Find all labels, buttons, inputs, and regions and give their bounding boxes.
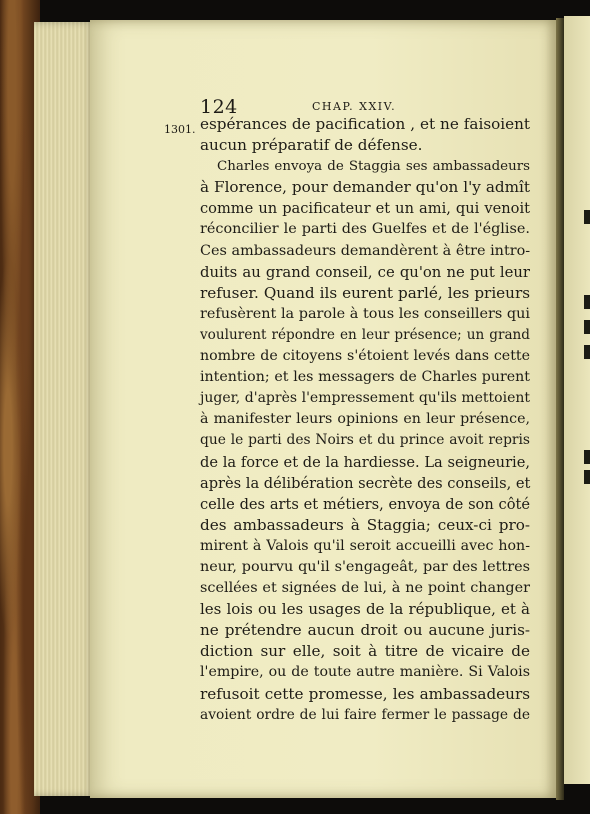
text-line: nombre de citoyens s'étoient levés dans cette [200, 348, 530, 365]
text-line: juger, d'après l'empressement qu'ils mettoient [200, 390, 530, 407]
text-line: intention; et les messagers de Charles purent [200, 369, 530, 386]
text-line: les lois ou les usages de la république, et à [200, 600, 530, 619]
text-line: réconcilier le parti des Guelfes et de l'église. [200, 221, 530, 238]
text-line: refuser. Quand ils eurent parlé, les prieurs [200, 283, 530, 302]
text-line: à Florence, pour demander qu'on l'y admît [200, 178, 530, 197]
margin-year-note: 1301. [164, 123, 196, 136]
text-line: mirent à Valois qu'il seroit accueilli avec hon- [200, 537, 530, 554]
page-number: 124 [200, 96, 238, 118]
page-edges [34, 22, 96, 796]
text-line: celle des arts et métiers, envoya de son côté [200, 495, 530, 513]
text-line: des ambassadeurs à Staggia; ceux-ci pro- [200, 515, 530, 534]
text-line: ne prétendre aucun droit ou aucune juris- [200, 621, 530, 640]
facing-page-text-fragment [584, 210, 590, 224]
text-line: après la délibération secrète des conseils, et [200, 474, 531, 492]
text-line: duits au grand conseil, ce qu'on ne put leur [200, 263, 530, 281]
text-line: refusoit cette promesse, les ambassadeurs [200, 684, 530, 703]
text-line: neur, pourvu qu'il s'engageât, par des lettres [200, 558, 530, 575]
text-line: scellées et signées de lui, à ne point changer [200, 580, 530, 597]
running-title: CHAP. XXIV. [312, 100, 397, 113]
facing-page-text-fragment [584, 345, 590, 359]
text-line: diction sur elle, soit à titre de vicaire de [200, 642, 530, 661]
text-line: avoient ordre de lui faire fermer le passage de [200, 706, 530, 723]
page-header [200, 96, 530, 116]
facing-page-text-fragment [584, 295, 590, 309]
text-line: refusèrent la parole à tous les conseillers qui [200, 305, 530, 322]
text-line: aucun préparatif de défense. [200, 136, 423, 155]
facing-page-text-fragment [584, 320, 590, 334]
facing-page-edge [564, 16, 590, 784]
text-line: à manifester leurs opinions en leur présence, [200, 411, 530, 428]
body-text [200, 114, 530, 726]
text-line: que le parti des Noirs et du prince avoit repris [200, 432, 530, 449]
text-line: Ces ambassadeurs demandèrent à être intro- [200, 242, 531, 259]
facing-page-text-fragment [584, 450, 590, 464]
text-line: comme un pacificateur et un ami, qui venoit [200, 200, 530, 218]
facing-page-text-fragment [584, 470, 590, 484]
book-gutter [556, 18, 564, 800]
text-line: voulurent répondre en leur présence; un grand [200, 326, 530, 343]
text-line: de la force et de la hardiesse. La seigneurie, [200, 453, 530, 471]
text-line: Charles envoya de Staggia ses ambassadeurs [217, 159, 530, 175]
text-line: espérances de pacification , et ne faisoient [200, 115, 530, 133]
text-line: l'empire, ou de toute autre manière. Si Valois [200, 664, 530, 681]
